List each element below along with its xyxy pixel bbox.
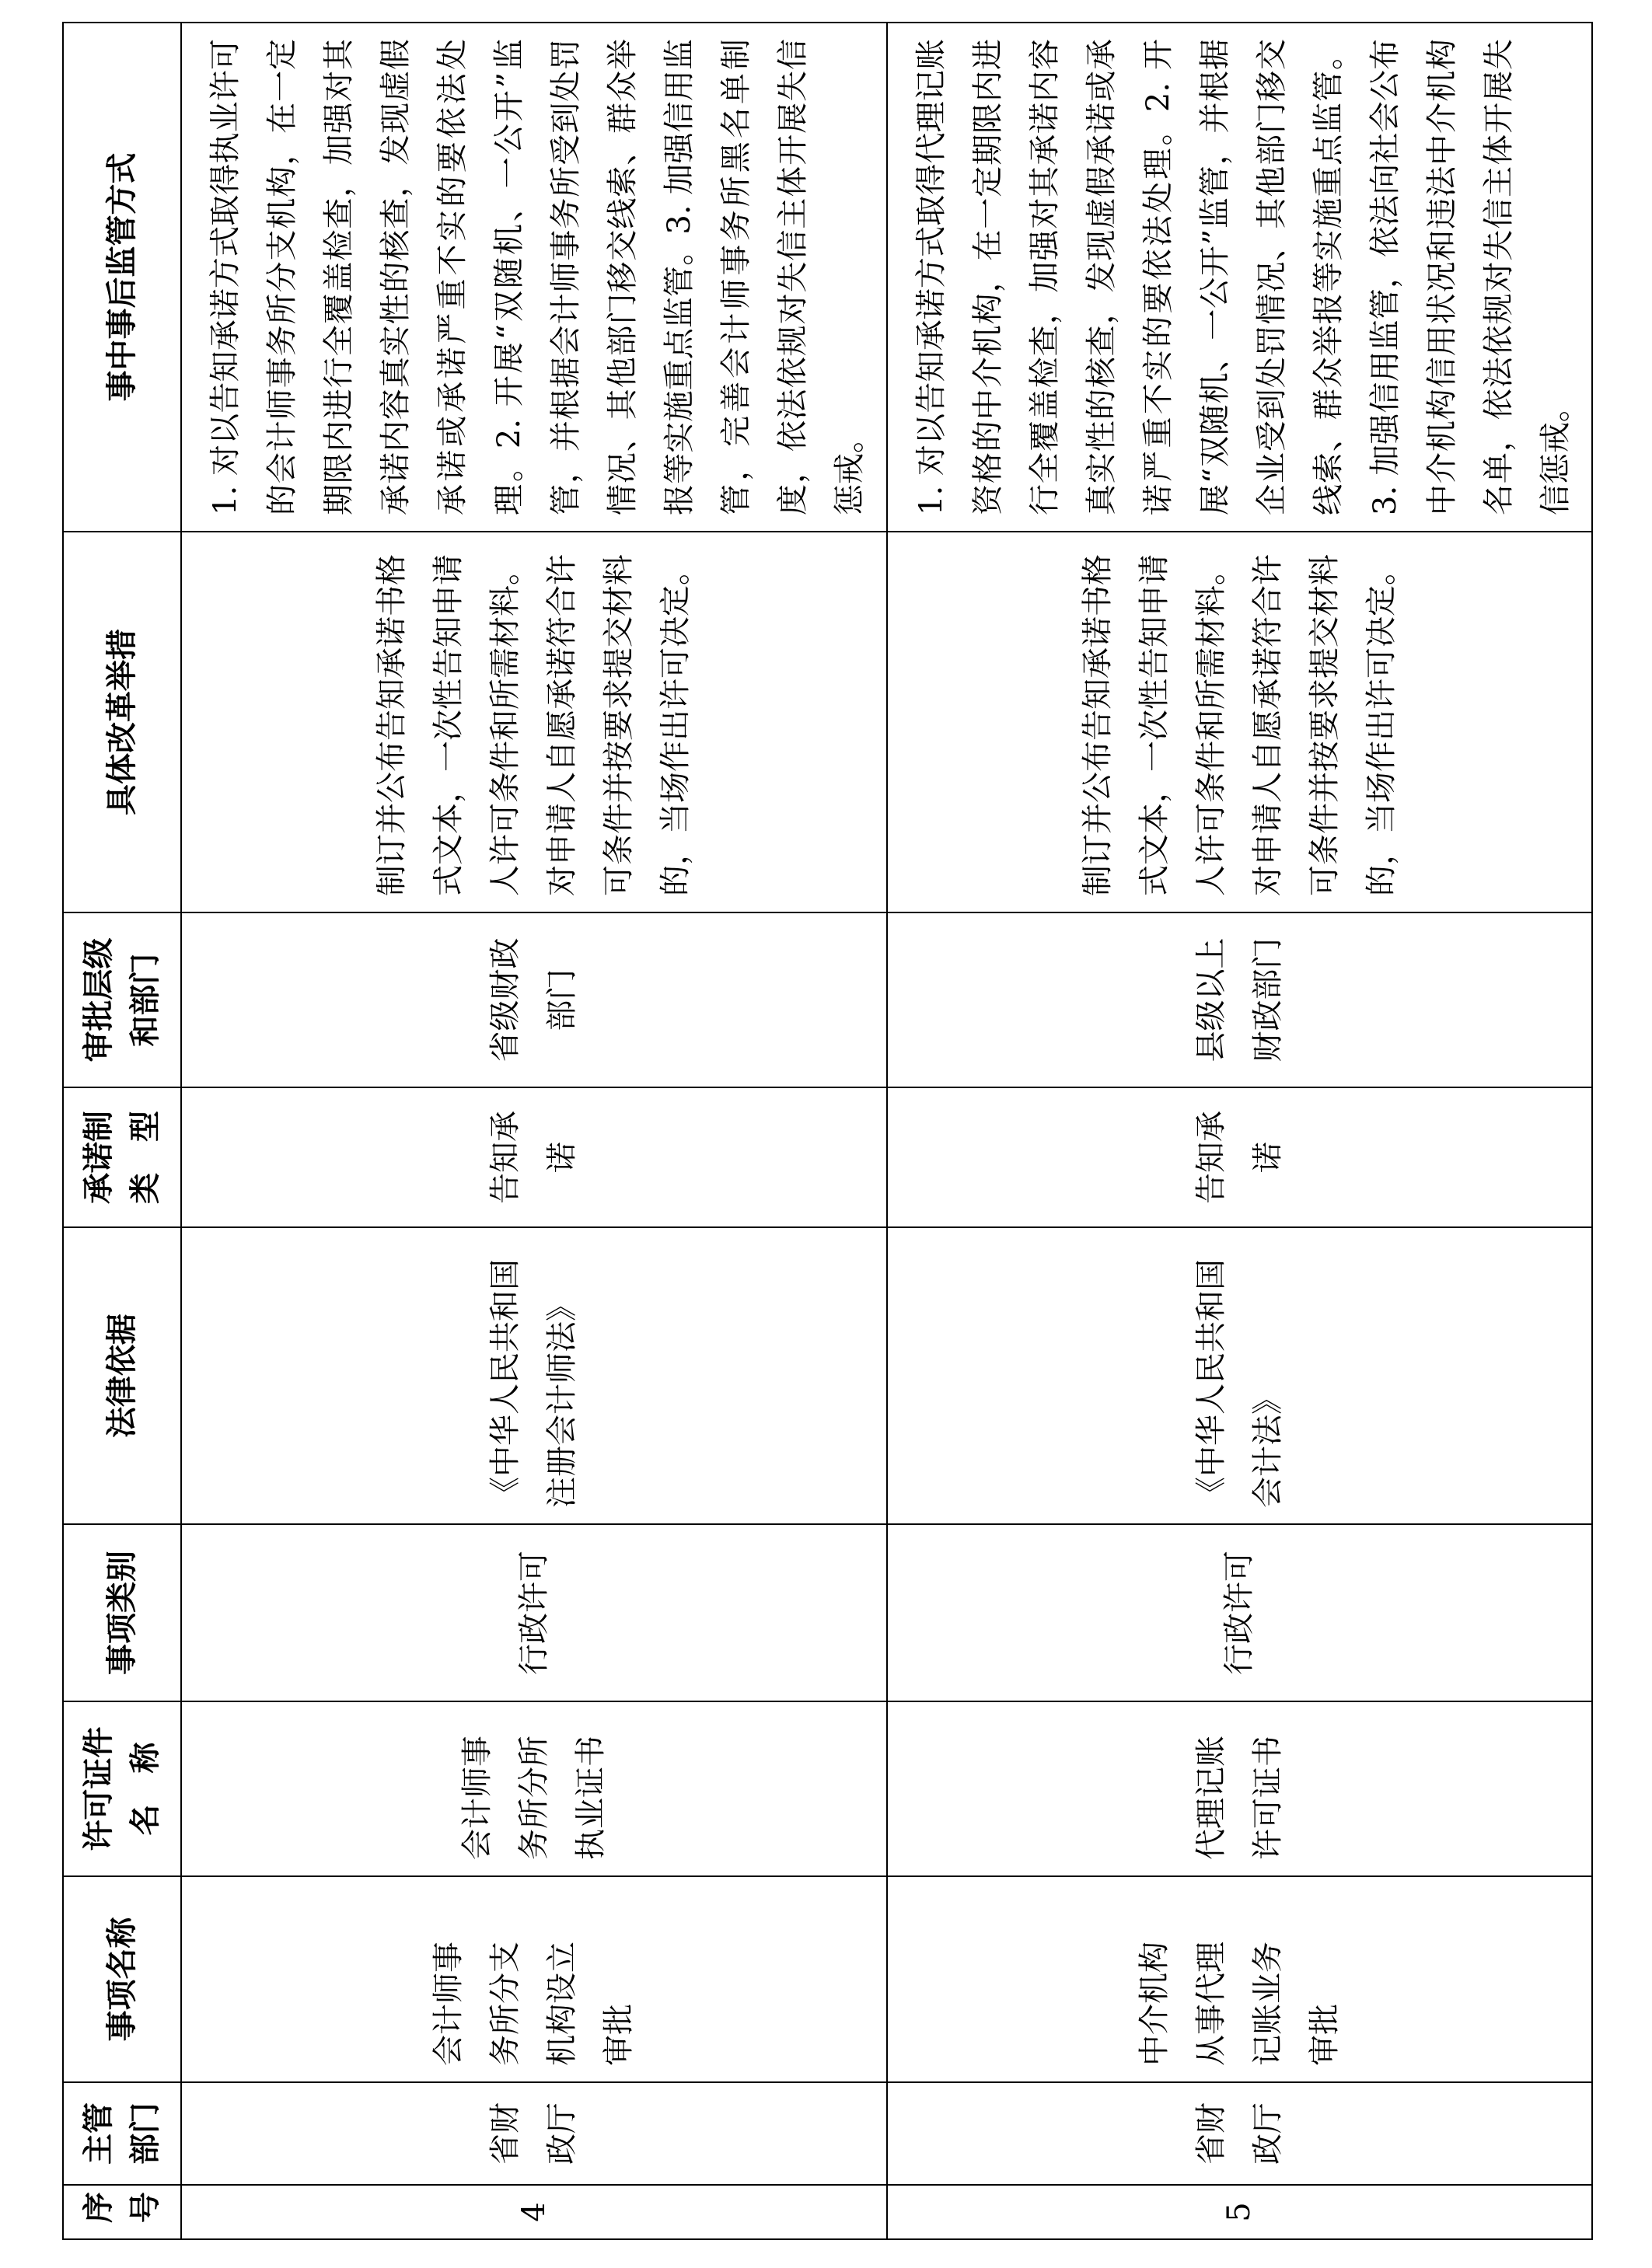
header-approval-level: 审批层级 和部门: [63, 912, 181, 1087]
cell-license-name: 会计师事 务所分所 执业证书: [181, 1701, 887, 1876]
cell-category: 行政许可: [181, 1524, 887, 1701]
cell-approval-level: 县级以上 财政部门: [887, 912, 1592, 1087]
cell-reform-measures: 制订并公布告知承诺书格式文本，一次性告知申请人许可条件和所需材料。对申请人自愿承诺符合许可条件并按要求提交材料的，当场作出许可决定。: [887, 532, 1592, 912]
cell-item-name: 会计师事 务所分支 机构设立 审批: [181, 1876, 887, 2082]
cell-dept: 省财 政厅: [181, 2082, 887, 2185]
cell-commitment-type: 告知承诺: [181, 1087, 887, 1227]
table-row: [181, 23, 887, 2239]
header-supervision: 事中事后监管方式: [63, 23, 181, 532]
header-commitment-type: 承诺制 类 型: [63, 1087, 181, 1227]
header-license-name: 许可证件 名 称: [63, 1701, 181, 1876]
cell-category: 行政许可: [887, 1524, 1592, 1701]
header-dept: 主管 部门: [63, 2082, 181, 2185]
rotated-table-wrapper: [62, 23, 1590, 2240]
header-item-name: 事项名称: [63, 1876, 181, 2082]
header-reform-measures: 具体改革举措: [63, 532, 181, 912]
reform-items-table: [62, 22, 1593, 2240]
header-legal-basis: 法律依据: [63, 1227, 181, 1524]
cell-legal-basis: 《中华人民共和国 注册会计师法》: [181, 1227, 887, 1524]
cell-reform-measures: 制订并公布告知承诺书格式文本，一次性告知申请人许可条件和所需材料。对申请人自愿承诺符合许可条件并按要求提交材料的，当场作出许可决定。: [181, 532, 887, 912]
cell-item-name: 中介机构 从事代理 记账业务 审批: [887, 1876, 1592, 2082]
header-category: 事项类别: [63, 1524, 181, 1701]
cell-seq: 5: [887, 2185, 1592, 2239]
cell-license-name: 代理记账 许可证书: [887, 1701, 1592, 1876]
table-header-row: [63, 23, 181, 2239]
cell-seq: 4: [181, 2185, 887, 2239]
cell-approval-level: 省级财政 部门: [181, 912, 887, 1087]
cell-supervision: 1. 对以告知承诺方式取得代理记账资格的中介机构，在一定期限内进行全覆盖检查，加强对其承诺内容真实性的核查，发现虚假承诺或承诺严重不实的要依法处理。2. 开展“双随机、一公开”监管，并根据企业受到处罚情况、其他部门移交线索、群众举报等实施重点监管。3. 加强信用监管，依法向社会公布中介机构信用状况和违法中介机构名单，依法依规对失信主体开展失信惩戒。: [887, 23, 1592, 532]
cell-dept: 省财 政厅: [887, 2082, 1592, 2185]
header-seq: 序 号: [63, 2185, 181, 2239]
table-row: [887, 23, 1592, 2239]
cell-supervision: 1. 对以告知承诺方式取得执业许可的会计师事务所分支机构，在一定期限内进行全覆盖检查，加强对其承诺内容真实性的核查，发现虚假承诺或承诺严重不实的要依法处理。2. 开展“双随机、一公开”监管，并根据会计师事务所受到处罚情况、其他部门移交线索、群众举报等实施重点监管。3. 加强信用监管，完善会计师事务所黑名单制度，依法依规对失信主体开展失信惩戒。: [181, 23, 887, 532]
cell-legal-basis: 《中华人民共和国 会计法》: [887, 1227, 1592, 1524]
cell-commitment-type: 告知承诺: [887, 1087, 1592, 1227]
